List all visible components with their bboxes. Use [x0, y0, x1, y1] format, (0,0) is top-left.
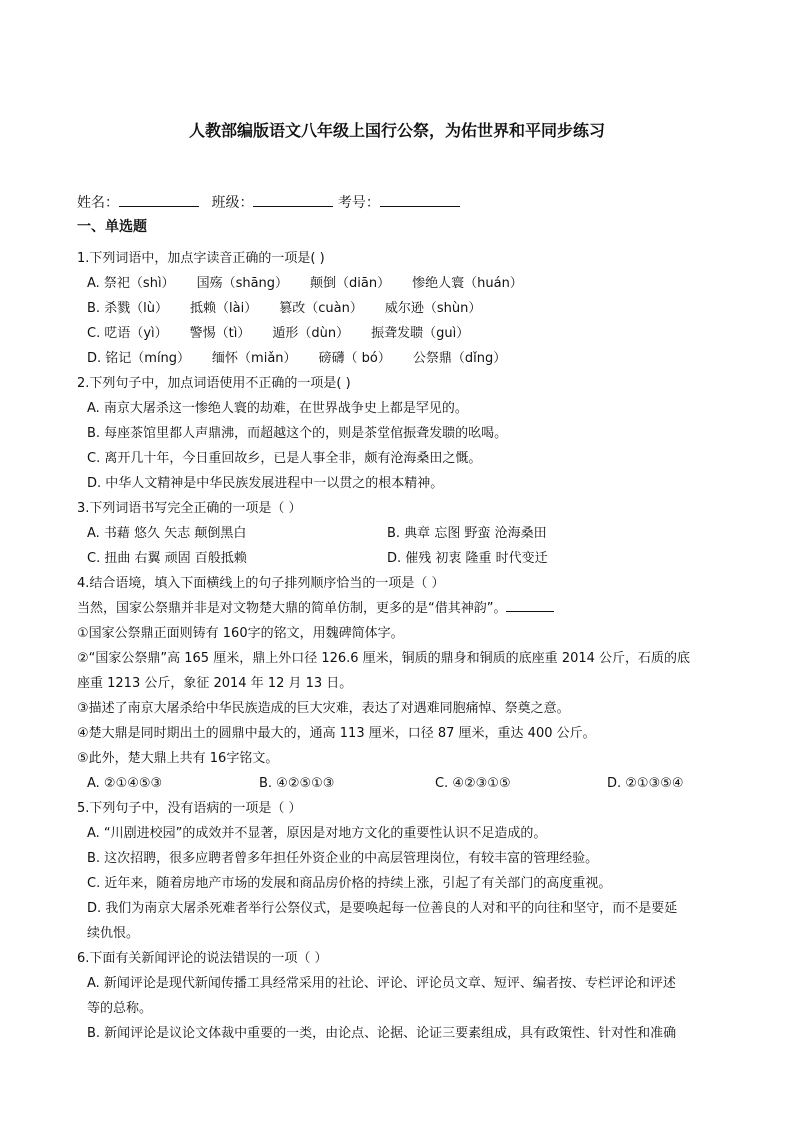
- name-blank[interactable]: [119, 194, 199, 207]
- option-b: B. 每座茶馆里都人声鼎沸，而超越这个的，则是茶堂倌振聋发聩的吆喝。: [87, 426, 508, 441]
- sentence-3: ③描述了南京大屠杀给中华民族造成的巨大灾难，表达了对遇难同胞痛悼、祭奠之意。: [77, 701, 570, 716]
- question-stem: 2.下列句子中，加点词语使用不正确的一项是( ): [77, 376, 351, 391]
- answer-blank: [506, 599, 554, 612]
- questions: [77, 246, 719, 1046]
- option-row: [77, 546, 719, 571]
- option-word: C. 呓语（yì）: [87, 326, 168, 341]
- question-stem: 6.下面有关新闻评论的说法错误的一项（ ）: [77, 951, 328, 966]
- option-c: C. ④②③①⑤: [435, 776, 511, 791]
- option-d: D. 中华人文精神是中华民族发展进程中一以贯之的根本精神。: [87, 476, 444, 491]
- option-a-cont: 等的总称。: [87, 1001, 153, 1016]
- option-row: [77, 771, 719, 796]
- context-text: 当然，国家公祭鼎并非是对文物楚大鼎的简单仿制，更多的是“借其神韵”。: [77, 601, 507, 616]
- sentence-1: ①国家公祭鼎正面则铸有 160字的铭文，用魏碑简体字。: [77, 626, 404, 641]
- class-blank[interactable]: [253, 194, 333, 207]
- exam-number-blank[interactable]: [380, 194, 460, 207]
- option-word: 篡改（cuàn）: [279, 301, 363, 316]
- option-word: 缅怀（miǎn）: [212, 351, 297, 366]
- sentence-4: ④楚大鼎是同时期出土的圆鼎中最大的，通高 113 厘米，口径 87 厘米，重达 400 公斤。: [77, 726, 596, 741]
- sentence-2-cont: 座重 1213 公斤，象征 2014 年 12 月 13 日。: [77, 676, 353, 691]
- option-b: B. 这次招聘，很多应聘者曾多年担任外资企业的中高层管理岗位，有较丰富的管理经验。: [87, 851, 599, 866]
- option-c: [77, 321, 719, 346]
- option-word: 公祭鼎（dǐng）: [412, 351, 507, 366]
- option-d: D. ②①③⑤④: [607, 776, 684, 791]
- option-word: 警惕（tì）: [189, 326, 251, 341]
- question-stem: 4.结合语境，填入下面横线上的句子排列顺序恰当的一项是（ ）: [77, 576, 445, 591]
- option-word: D. 铭记（míng）: [87, 351, 191, 366]
- option-b: B. 新闻评论是议论文体裁中重要的一类，由论点、论据、论证三要素组成，具有政策性、针对性和准确: [87, 1026, 677, 1041]
- student-info-line: [77, 192, 460, 212]
- option-a: A. ②①④⑤③: [87, 776, 163, 791]
- exam-label: 考号：: [337, 195, 380, 211]
- question-stem: 3.下列词语书写完全正确的一项是（ ）: [77, 501, 302, 516]
- option-c: C. 扭曲 右翼 顽固 百般抵赖: [87, 551, 247, 566]
- option-word: A. 祭祀（shì）: [87, 276, 175, 291]
- question-context: [77, 596, 719, 621]
- option-d-cont: 续仇恨。: [87, 926, 140, 941]
- sentence-5: ⑤此外，楚大鼎上共有 16字铭文。: [77, 751, 279, 766]
- option-word: 国殇（shāng）: [196, 276, 289, 291]
- option-b: [77, 296, 719, 321]
- option-a: A. 书藉 悠久 矢志 颠倒黑白: [87, 526, 247, 541]
- question-stem: 5.下列句子中，没有语病的一项是（ ）: [77, 801, 302, 816]
- class-label: 班级：: [211, 195, 254, 211]
- option-c: C. 近年来，随着房地产市场的发展和商品房价格的持续上涨，引起了有关部门的高度重视。: [87, 876, 612, 891]
- page-title: 人教部编版语文八年级上国行公祭，为佑世界和平同步练习: [188, 121, 605, 140]
- option-b: B. ④②⑤①③: [259, 776, 335, 791]
- option-b: B. 典章 忘图 野蛮 沧海桑田: [387, 526, 547, 541]
- option-word: 威尔逊（shùn）: [384, 301, 482, 316]
- question-stem: 1.下列词语中，加点字读音正确的一项是( ): [77, 251, 325, 266]
- option-a: A. 新闻评论是现代新闻传播工具经常采用的社论、评论、评论员文章、短评、编者按、专栏评论和评述: [87, 976, 676, 991]
- option-d: [77, 346, 719, 371]
- option-d: D. 催残 初衷 隆重 时代变迁: [387, 551, 548, 566]
- option-word: 磅礴（ bó）: [318, 351, 391, 366]
- option-word: B. 杀戮（lù）: [87, 301, 169, 316]
- option-word: 振聋发聩（guì）: [371, 326, 470, 341]
- sentence-2: ②“国家公祭鼎”高 165 厘米，鼎上外口径 126.6 厘米，铜质的鼎身和铜质的底座重 2014 公斤，石质的底: [77, 651, 691, 666]
- name-label: 姓名：: [77, 195, 119, 211]
- option-a: A. “川剧进校园”的成效并不显著，原因是对地方文化的重要性认识不足造成的。: [87, 826, 547, 841]
- option-c: C. 离开几十年，今日重回故乡，已是人事全非，颇有沧海桑田之慨。: [87, 451, 482, 466]
- option-word: 颠倒（diān）: [310, 276, 391, 291]
- option-d: D. 我们为南京大屠杀死难者举行公祭仪式，是要唤起每一位善良的人对和平的向往和坚守，而不是要延: [87, 901, 678, 916]
- section-heading: 一、单选题: [77, 219, 147, 235]
- option-word: 遁形（dùn）: [272, 326, 350, 341]
- option-a: [77, 271, 719, 296]
- option-word: 惨绝人寰（huán）: [412, 276, 523, 291]
- option-a: A. 南京大屠杀这一惨绝人寰的劫难，在世界战争史上都是罕见的。: [87, 401, 468, 416]
- option-word: 抵赖（lài）: [190, 301, 258, 316]
- option-row: [77, 521, 719, 546]
